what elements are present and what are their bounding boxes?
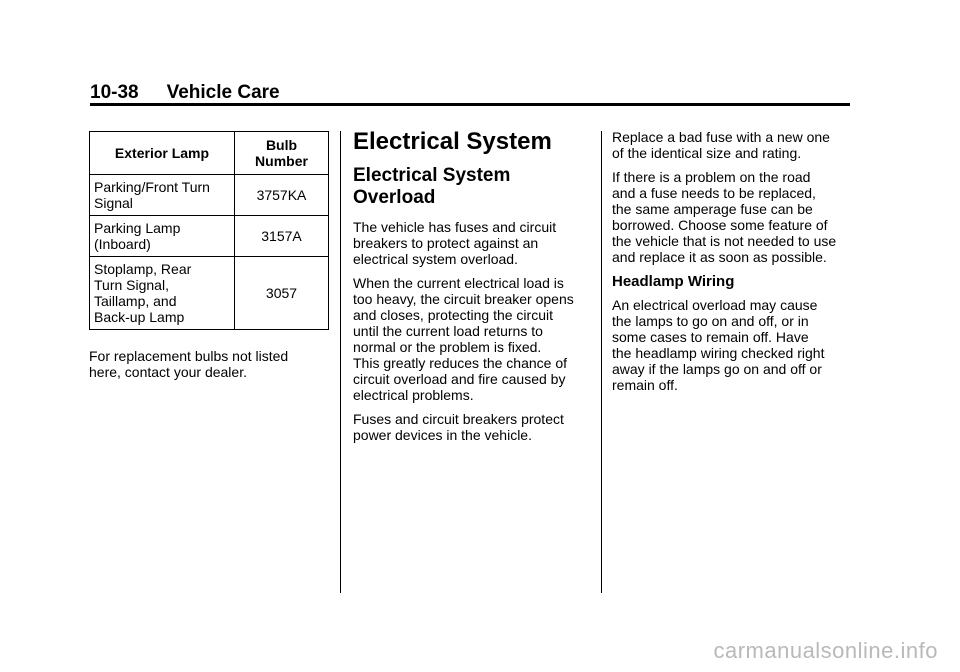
header-exterior-lamp: Exterior Lamp <box>90 132 235 175</box>
headlamp-wiring-heading: Headlamp Wiring <box>612 273 735 290</box>
column-1 <box>89 131 333 388</box>
table-row <box>90 257 329 330</box>
lamp-cell: Parking Lamp (Inboard) <box>90 216 235 257</box>
section-heading: Electrical System <box>353 128 552 155</box>
table-header-row <box>90 132 329 175</box>
table-row <box>90 216 329 257</box>
page-number: 10-38 <box>90 82 139 103</box>
bulb-cell: 3157A <box>235 216 329 257</box>
header-rule <box>90 103 850 106</box>
bulb-cell: 3757KA <box>235 175 329 216</box>
watermark: carmanualsonline.info <box>713 638 938 663</box>
paragraph: Fuses and circuit breakers protect power devices in the vehicle. <box>353 411 564 443</box>
column-divider-2 <box>601 131 602 593</box>
paragraph: An electrical overload may cause the lamps to go on and off, or in some cases to remain off. Have the headlamp wiring checked right away if the lamps go on and off or remain off. <box>612 297 825 393</box>
page-header <box>90 82 850 104</box>
bulb-cell: 3057 <box>235 257 329 330</box>
lamp-cell: Stoplamp, Rear Turn Signal, Taillamp, and Back-up Lamp <box>90 257 235 330</box>
column-3 <box>612 129 856 401</box>
header-bulb-number: Bulb Number <box>235 132 329 175</box>
table-row <box>90 175 329 216</box>
bulb-table <box>89 131 329 330</box>
column-2 <box>353 129 593 451</box>
table-note: For replacement bulbs not listed here, contact your dealer. <box>89 348 289 380</box>
paragraph: Replace a bad fuse with a new one of the identical size and rating. <box>612 129 830 161</box>
paragraph: If there is a problem on the road and a fuse needs to be replaced, the same amperage fuse can be borrowed. Choose some feature of the vehicle that is not needed to use and replace it as soon as possible. <box>612 169 837 265</box>
paragraph: When the current electrical load is too heavy, the circuit breaker opens and closes, protecting the circuit until the current load returns to normal or the problem is fixed. This greatly reduces the chance of circuit overload and fire caused by electrical problems. <box>353 275 574 403</box>
column-divider-1 <box>340 131 341 593</box>
paragraph: The vehicle has fuses and circuit breakers to protect against an electrical system overload. <box>353 219 557 267</box>
subsection-heading: Electrical System Overload <box>353 165 511 208</box>
lamp-cell: Parking/Front Turn Signal <box>90 175 235 216</box>
section-title: Vehicle Care <box>166 82 280 103</box>
